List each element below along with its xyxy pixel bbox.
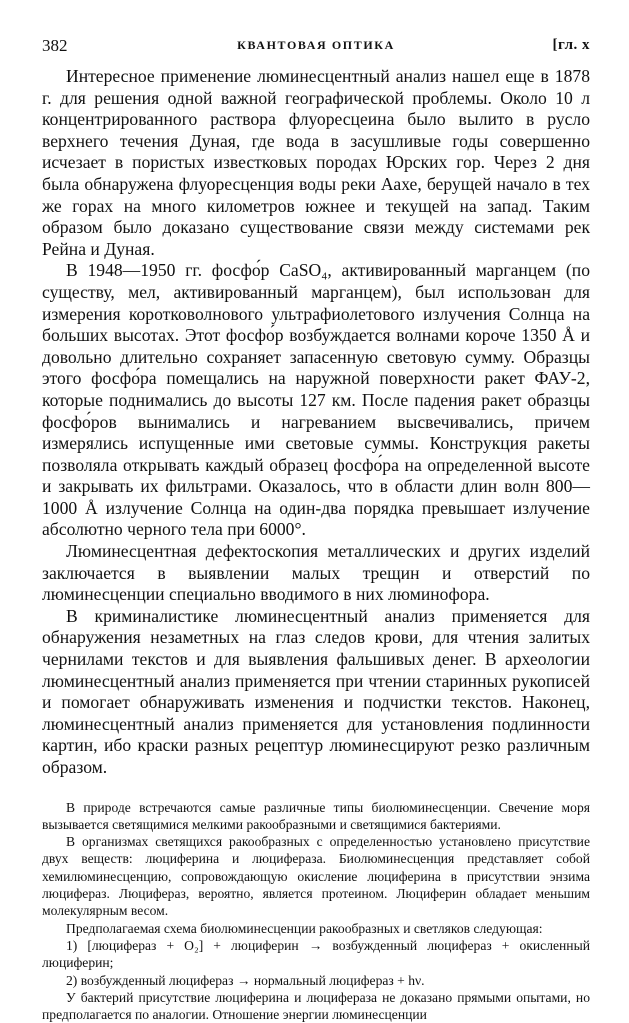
note-scheme-item-1: 1) [люцифераз + O₂] + люциферин → возбужденный люцифераз + окисленный люциферин; xyxy=(42,937,590,971)
running-title: КВАНТОВАЯ ОПТИКА xyxy=(237,38,395,52)
paragraph-defectoscopy: Люминесцентная дефектоскопия металлических и других изделий заключается в выявлении малых трещин и отверстий по люминесценции специально вводимого в них люминофора. xyxy=(42,541,590,605)
book-page xyxy=(42,34,590,1023)
paragraph-geography: Интересное применение люминесцентный анализ нашел еще в 1878 г. для решения одной важной географической проблемы. Около 10 л концентрированного раствора флуоресцеина было вылито в русло верхнего течения Дуная, где вода в засушливые годы совершенно исчезает в пористых известковых породах Юрских гор. Через 2 дня была обнаружена флуоресценция воды реки Аахе, берущей начало в тех же горах на много километров южнее и текущей на запад. Таким образом было доказано существование связи между системами рек Рейна и Дуная. xyxy=(42,66,590,259)
note-scheme-item-2: 2) возбужденный люцифераз → нормальный люцифераз + hν. xyxy=(66,972,425,988)
main-text xyxy=(42,66,590,779)
paragraph-rocket-phosphor: В 1948—1950 гг. фосфо́р CaSO₄, активированный марганцем (по существу, мел, активированный марганцем), был использован для измерения коротковолнового ультрафиолетового излучения Солнца на больших высотах. Этот фосфо́р возбуждается волнами короче 1350 Å и довольно длительно сохраняет запасенную световую сумму. Образцы этого фосфо́ра помещались на наружной поверхности ракет ФАУ-2, которые поднимались до высоты 127 км. После падения ракет образцы фосфо́ров вынимались и нагреванием высвечивались, причем измерялись испущенные ими световые суммы. Конструкция ракеты позволяла открывать каждый образец фосфо́ра на определенной высоте и закрывать их фильтрами. Оказалось, что в области длин волн 800—1000 Å излучение Солнца на один-два порядка превышает излучение абсолютно черного тела при 6000°. xyxy=(42,260,590,540)
note-paragraph-scheme: Предполагаемая схема биолюминесценции ракообразных и светляков следующая: xyxy=(66,920,543,936)
note-paragraph-nature: В природе встречаются самые различные типы биолюминесценции. Свечение моря вызывается светящимися мелкими ракообразными и светящимися бактериями. xyxy=(42,799,590,832)
paragraph-criminalistics: В криминалистике люминесцентный анализ применяется для обнаружения незаметных на глаз следов крови, для чтения залитых чернилами текстов и для выявления фальшивых денег. В археологии люминесцентный анализ применяется при чтении старинных рукописей и помогает обнаруживать изменения и подчистки текстов. Наконец, люминесцентный анализ применяется для установления подлинности картин, ибо краски разных рецептур люминесцируют резко различным образом. xyxy=(42,605,590,777)
page-header xyxy=(42,34,590,58)
small-print-note xyxy=(42,799,590,1023)
chapter-reference: [гл. x xyxy=(552,37,590,53)
note-paragraph-bacteria: У бактерий присутствие люциферина и люцифераза не доказано прямыми опытами, но предполагается по аналогии. Отношение энергии люминесценции xyxy=(42,989,590,1023)
note-paragraph-organisms: В организмах светящихся ракообразных с определенностью установлено присутствие двух веществ: люциферина и люцифераза. Биолюминесценция представляет собой хемилюминесценцию, сопровождающую окисление люциферина в присутствии энзима люцифераз. Люцифераз, вероятно, является протеином. Люциферин обладает меньшим молекулярным весом. xyxy=(42,834,590,919)
page-number: 382 xyxy=(42,36,68,55)
